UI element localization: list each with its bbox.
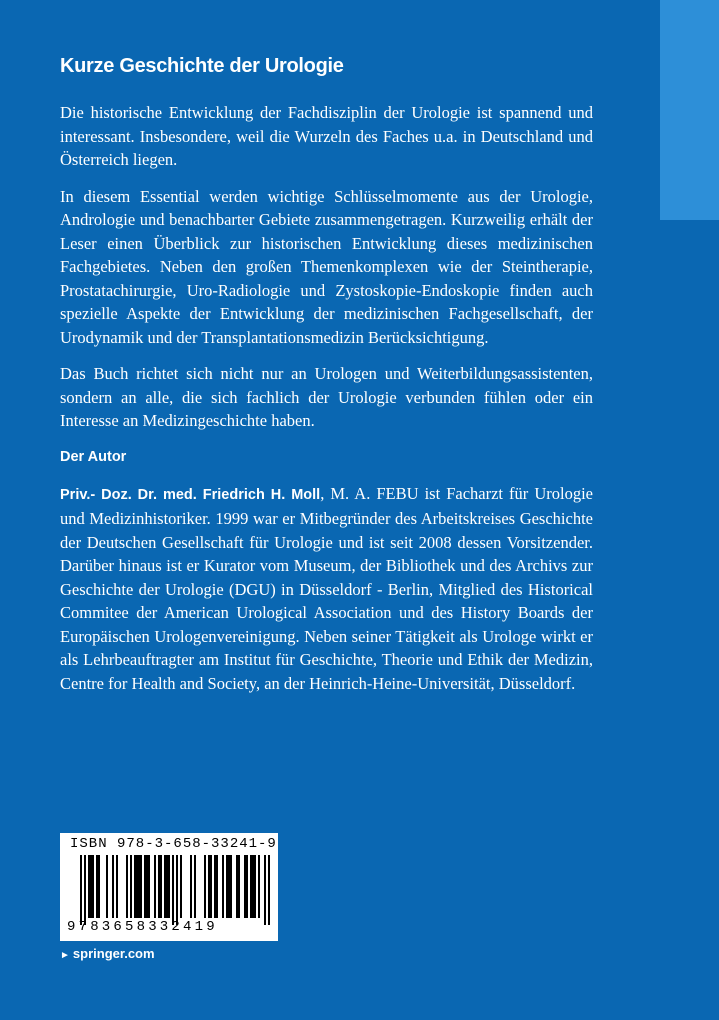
side-tab [660, 0, 719, 220]
barcode-bar [88, 855, 90, 918]
barcode-bar [148, 855, 150, 918]
barcode-bar [250, 855, 252, 918]
barcode-bar [210, 855, 212, 918]
barcode-bar [106, 855, 108, 918]
barcode-bar [236, 855, 238, 918]
barcode-bar [226, 855, 228, 918]
barcode-bar [158, 855, 160, 918]
barcode-bar [230, 855, 232, 918]
barcode-bar [258, 855, 260, 918]
barcode-bar [160, 855, 162, 918]
author-bio [60, 482, 593, 696]
barcode-bar [214, 855, 216, 918]
barcode-bar [164, 855, 166, 918]
publisher-url: springer.com [72, 946, 155, 961]
barcode-digits: 9783658332419 [67, 919, 218, 935]
barcode-bar [116, 855, 118, 918]
barcode-bar [90, 855, 92, 918]
barcode-bar [154, 855, 156, 918]
barcode-bar [96, 855, 98, 918]
barcode-bar [268, 855, 270, 925]
barcode-bar [208, 855, 210, 918]
barcode-bar [190, 855, 192, 918]
barcode-bar [80, 855, 82, 925]
isbn-barcode [60, 833, 278, 941]
barcode-bar [252, 855, 254, 918]
barcode-bar [166, 855, 168, 918]
barcode-bar [238, 855, 240, 918]
barcode-bar [112, 855, 114, 918]
author-bio-text: , M. A. FEBU ist Facharzt für Urologie und Medizinhistoriker. 1999 war er Mitbegründer des Arbeitskreises Geschichte der Deutschen Gesellschaft für Urologie und ist seit 2008 dessen Vorsitzender. Darüber hinaus ist er Kurator vom Museum, der Bibliothek und des Archivs zur Geschichte der Urologie (DGU) in Düsseldorf - Berlin, Mitglied des Historical Commitee der American Urological Association und des History Boards der Europäischen Urologenvereinigung. Neben seiner Tätigkeit als Urologe wirkt er als Lehrbeauftragter am Institut für Geschichte, Theorie und Ethik der Medizin, Centre for Health and Society, an der Heinrich-Heine-Universität, Düsseldorf. [60, 483, 593, 693]
description [60, 101, 593, 695]
barcode-bar [140, 855, 142, 918]
barcode-bar [176, 855, 178, 925]
barcode-bar [144, 855, 146, 918]
barcode-bar [138, 855, 140, 918]
barcode-bar [216, 855, 218, 918]
page-title: Kurze Geschichte der Urologie [60, 55, 344, 77]
paragraph: Das Buch richtet sich nicht nur an Urologen und Weiterbildungsassistenten, sondern an alle, die sich fachlich der Urologie verbunden fühlen oder ein Interesse an Medizingeschichte haben. [60, 364, 593, 430]
barcode-bar [246, 855, 248, 918]
barcode-bar [222, 855, 224, 918]
barcode-bar [264, 855, 266, 925]
barcode-bar [130, 855, 132, 918]
barcode-bar [228, 855, 230, 918]
barcode-bar [84, 855, 86, 925]
barcode-bar [136, 855, 138, 918]
barcode-bar [168, 855, 170, 918]
publisher-link[interactable] [60, 946, 155, 961]
barcode-bar [172, 855, 174, 925]
barcode-bar [244, 855, 246, 918]
arrow-right-icon: ► [60, 950, 70, 961]
barcode-bar [146, 855, 148, 918]
barcode-bar [134, 855, 136, 918]
barcode-bar [194, 855, 196, 918]
barcode-bar [254, 855, 256, 918]
barcode-bar [98, 855, 100, 918]
barcode-bar [180, 855, 182, 918]
isbn-label: ISBN 978-3-658-33241-9 [70, 836, 277, 852]
paragraph: Die historische Entwicklung der Fachdisziplin der Urologie ist spannend und interessant. Insbesondere, weil die Wurzeln des Faches u.a. in Deutschland und Österreich liegen. [60, 103, 593, 169]
barcode-bar [92, 855, 94, 918]
author-name: Priv.- Doz. Dr. med. Friedrich H. Moll [60, 486, 321, 503]
barcode-bar [204, 855, 206, 918]
author-heading: Der Autor [60, 448, 127, 465]
paragraph: In diesem Essential werden wichtige Schlüsselmomente aus der Urologie, Andrologie und benachbarter Gebiete zusammengetragen. Kurzweilig erhält der Leser einen Überblick zur historischen Entwicklung dieses medizinischen Fachgebietes. Neben den großen Themenkomplexen wie der Steintherapie, Prostatachirurgie, Uro-Radiologie und Zystoskopie-Endoskopie finden auch spezielle Aspekte der Entwicklung der medizinischen Fachgesellschaft, der Urodynamik und der Transplantationsmedizin Berücksichtigung. [60, 186, 593, 347]
barcode-bar [126, 855, 128, 918]
